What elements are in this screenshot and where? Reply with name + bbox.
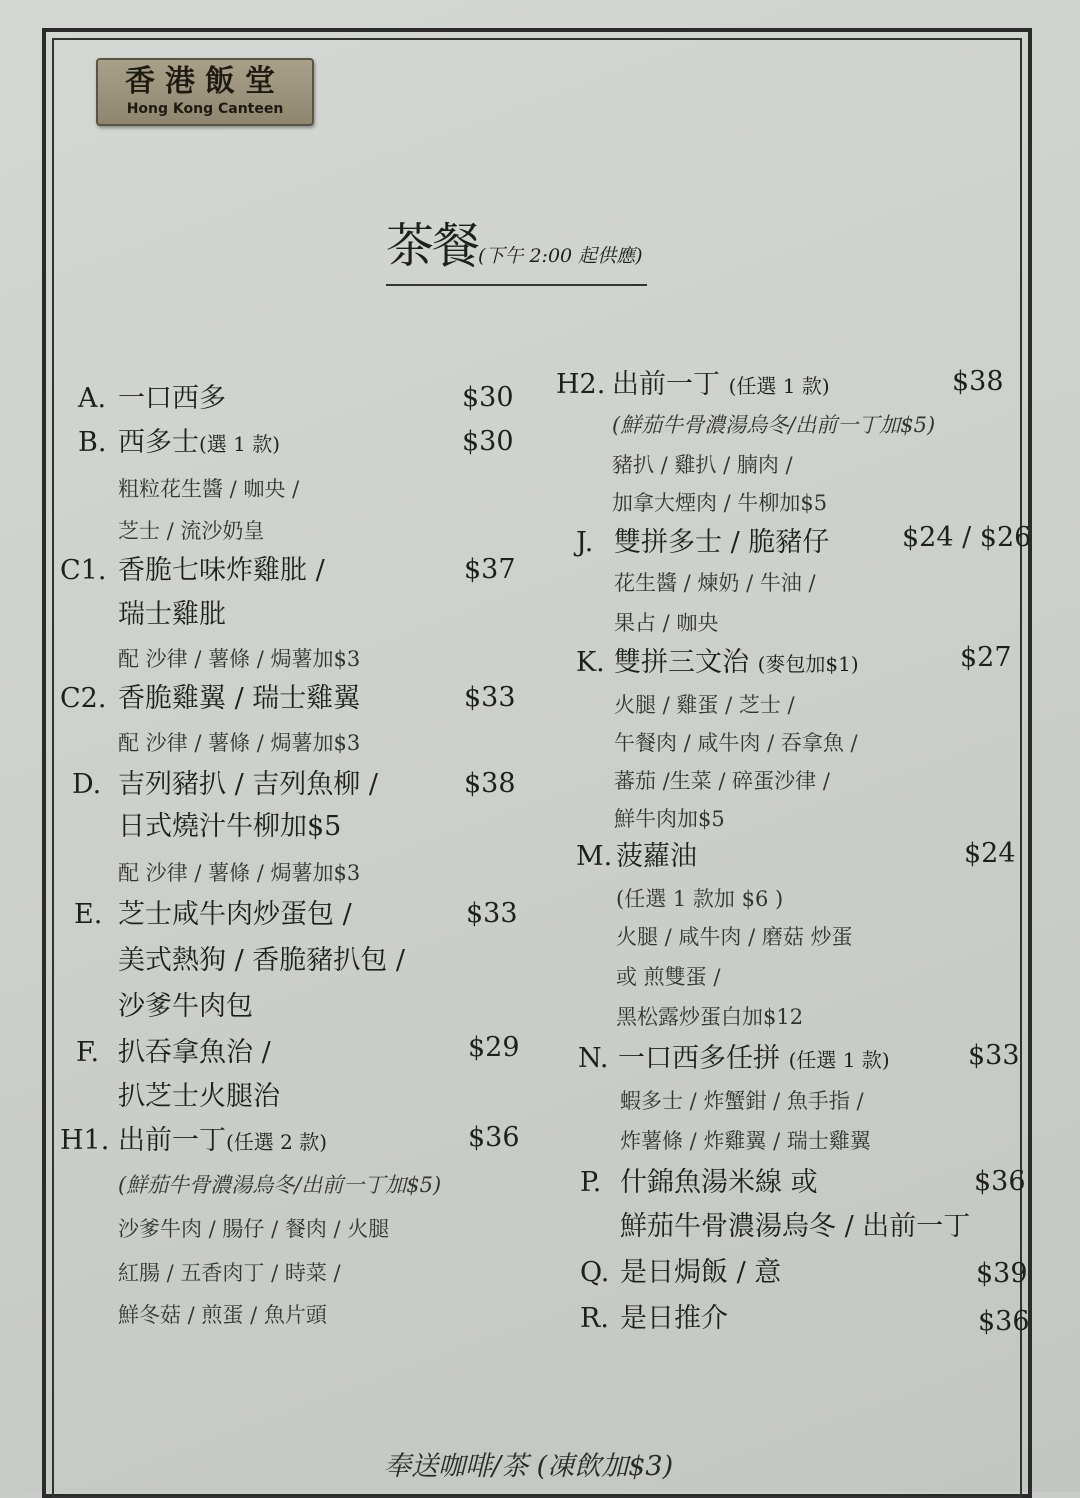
item-d-name-line2: 日式燒汁牛柳加$5	[118, 811, 342, 842]
item-b-name: 西多士	[118, 427, 199, 458]
item-h2-name-row	[612, 368, 830, 403]
item-r-price: $36	[978, 1306, 1030, 1337]
item-e-name: 芝士咸牛肉炒蛋包 /	[118, 899, 352, 930]
item-k-note: (麥包加$1)	[757, 652, 859, 676]
item-b-price: $30	[462, 426, 514, 457]
item-j-option: 花生醬 / 煉奶 / 牛油 /	[614, 571, 816, 595]
item-p-name-line2: 鮮茄牛骨濃湯烏冬 / 出前一丁	[620, 1211, 971, 1242]
item-h1-name: 出前一丁	[118, 1125, 226, 1156]
restaurant-logo	[96, 58, 314, 126]
item-m-option: 黑松露炒蛋白加$12	[616, 1005, 804, 1029]
item-e-price: $33	[466, 898, 518, 929]
item-h1-option: (鮮茄牛骨濃湯烏冬/出前一丁加$5)	[118, 1173, 442, 1197]
item-j-name: 雙拼多士 / 脆豬仔	[614, 527, 830, 558]
item-d-price: $38	[464, 768, 516, 799]
item-c1-option: 配 沙律 / 薯條 / 焗薯加$3	[118, 647, 361, 671]
item-k-price: $27	[960, 642, 1012, 673]
item-k-code: K.	[576, 647, 605, 678]
item-a-code: A.	[78, 383, 107, 414]
item-p-code: P.	[580, 1167, 602, 1198]
item-q-code: Q.	[580, 1257, 610, 1288]
item-n-option: 蝦多士 / 炸蟹鉗 / 魚手指 /	[620, 1089, 864, 1113]
item-f-name: 扒吞拿魚治 /	[118, 1037, 271, 1068]
item-h2-name: 出前一丁	[612, 369, 720, 400]
footer-note: 奉送咖啡/茶 (凍飲加$3)	[384, 1451, 674, 1482]
item-n-name-row	[618, 1042, 890, 1077]
item-r-code: R.	[580, 1303, 609, 1334]
item-h1-option: 紅腸 / 五香肉丁 / 時菜 /	[118, 1261, 341, 1285]
menu-title	[386, 218, 647, 286]
item-n-price: $33	[968, 1040, 1020, 1071]
item-b-option: 芝士 / 流沙奶皇	[118, 519, 265, 543]
item-h2-price: $38	[952, 366, 1004, 397]
item-e-name-line2: 美式熱狗 / 香脆豬扒包 /	[118, 945, 405, 976]
item-j-option: 果占 / 咖央	[614, 611, 719, 635]
item-h1-option: 沙爹牛肉 / 腸仔 / 餐肉 / 火腿	[118, 1217, 390, 1241]
item-k-option: 蕃茄 /生菜 / 碎蛋沙律 /	[614, 769, 830, 793]
item-j-code: J.	[576, 527, 594, 558]
menu-title-sub: (下午 2:00 起供應)	[478, 245, 643, 267]
item-d-name: 吉列豬扒 / 吉列魚柳 /	[118, 769, 378, 800]
item-k-option: 午餐肉 / 咸牛肉 / 吞拿魚 /	[614, 731, 858, 755]
item-b-option: 粗粒花生醬 / 咖央 /	[118, 477, 300, 501]
item-c2-name: 香脆雞翼 / 瑞士雞翼	[118, 683, 361, 714]
item-n-option: 炸薯條 / 炸雞翼 / 瑞士雞翼	[620, 1129, 871, 1153]
item-n-note: (任選 1 款)	[788, 1048, 890, 1072]
logo-chinese: 香港飯堂	[125, 64, 285, 99]
item-p-name: 什錦魚湯米線 或	[620, 1167, 818, 1198]
item-h1-code: H1.	[60, 1125, 110, 1156]
item-c2-option: 配 沙律 / 薯條 / 焗薯加$3	[118, 731, 361, 755]
item-h2-option: 豬扒 / 雞扒 / 腩肉 /	[612, 453, 793, 477]
item-d-code: D.	[72, 769, 102, 800]
item-c2-price: $33	[464, 682, 516, 713]
item-a-price: $30	[462, 382, 514, 413]
item-k-option: 鮮牛肉加$5	[614, 807, 725, 831]
item-h1-price: $36	[468, 1122, 520, 1153]
item-e-code: E.	[74, 899, 103, 930]
item-c1-name: 香脆七味炸雞肶 /	[118, 555, 325, 586]
item-e-name-line3: 沙爹牛肉包	[118, 991, 253, 1022]
item-k-option: 火腿 / 雞蛋 / 芝士 /	[614, 693, 795, 717]
item-h1-option: 鮮冬菇 / 煎蛋 / 魚片頭	[118, 1303, 327, 1327]
item-b-code: B.	[78, 427, 107, 458]
item-f-price: $29	[468, 1032, 520, 1063]
item-m-option: (任選 1 款加 $6 )	[616, 887, 784, 911]
item-h2-option: (鮮茄牛骨濃湯烏冬/出前一丁加$5)	[612, 413, 936, 437]
menu-title-main: 茶餐	[386, 218, 479, 274]
item-h2-note: (任選 1 款)	[728, 374, 830, 398]
item-q-price: $39	[976, 1258, 1028, 1289]
item-k-name-row	[614, 646, 859, 681]
logo-english: Hong Kong Canteen	[126, 101, 284, 117]
item-b-note: (選 1 款)	[199, 432, 281, 456]
item-d-option: 配 沙律 / 薯條 / 焗薯加$3	[118, 861, 361, 885]
item-j-price: $24 / $26	[902, 522, 1032, 553]
item-m-option: 火腿 / 咸牛肉 / 磨菇 炒蛋	[616, 925, 853, 949]
item-n-code: N.	[578, 1043, 609, 1074]
item-c2-code: C2.	[60, 683, 107, 714]
item-q-name: 是日焗飯 / 意	[620, 1257, 782, 1288]
item-h2-code: H2.	[556, 369, 606, 400]
item-b-name-row	[118, 426, 280, 461]
item-m-name: 菠蘿油	[616, 841, 697, 872]
item-c1-name-line2: 瑞士雞肶	[118, 599, 226, 630]
item-f-code: F.	[76, 1037, 100, 1068]
item-c1-code: C1.	[60, 555, 107, 586]
item-h1-name-row	[118, 1124, 327, 1159]
item-m-option: 或 煎雙蛋 /	[616, 965, 721, 989]
item-h1-note: (任選 2 款)	[226, 1130, 328, 1154]
item-m-code: M.	[576, 841, 613, 872]
item-m-price: $24	[964, 838, 1016, 869]
item-r-name: 是日推介	[620, 1303, 728, 1334]
item-f-name-line2: 扒芝士火腿治	[118, 1081, 280, 1112]
item-h2-option: 加拿大煙肉 / 牛柳加$5	[612, 491, 828, 515]
item-a-name: 一口西多	[118, 383, 226, 414]
item-c1-price: $37	[464, 554, 516, 585]
item-n-name: 一口西多任拼	[618, 1043, 780, 1074]
item-p-price: $36	[974, 1166, 1026, 1197]
item-k-name: 雙拼三文治	[614, 647, 749, 678]
